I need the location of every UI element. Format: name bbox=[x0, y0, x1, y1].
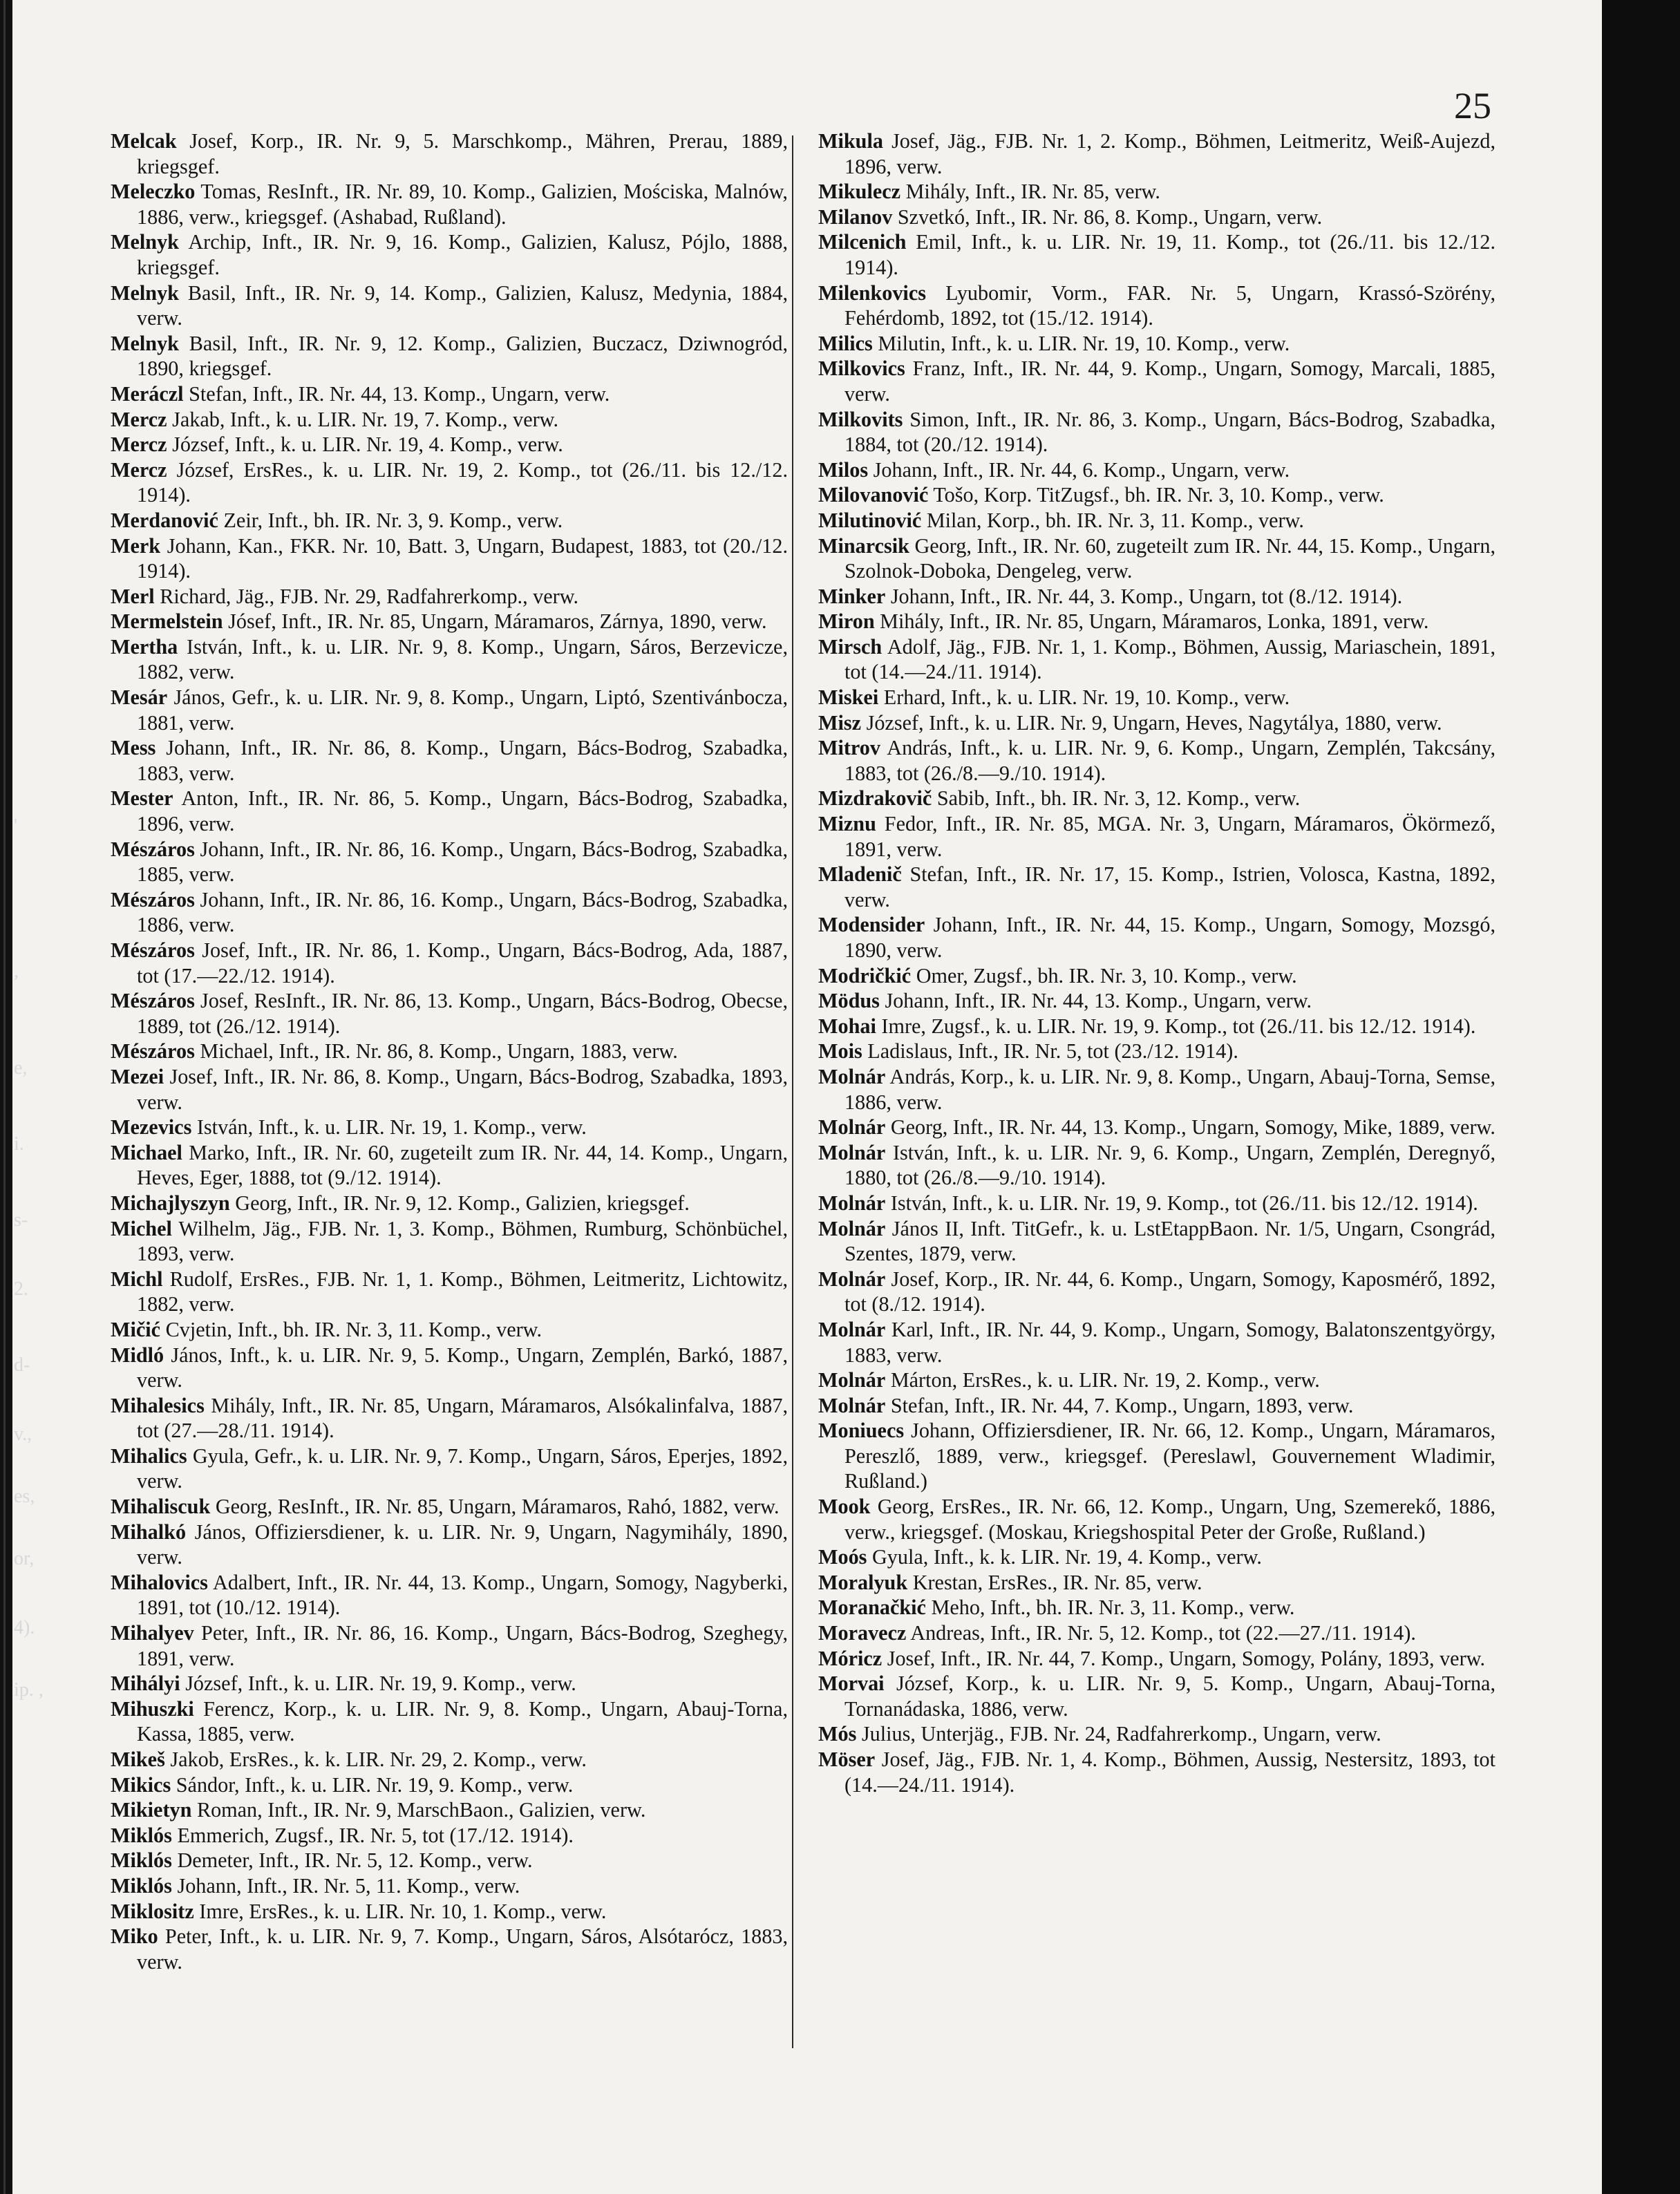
entry-details: Tomas, ResInft., IR. Nr. 89, 10. Komp., Galizien, Mościska, Malnów, 1886, verw., kriegsgef. (Ashabad, Rußland). bbox=[137, 180, 788, 229]
entry-surname: Molnár bbox=[818, 1191, 886, 1215]
entry-surname: Merl bbox=[111, 584, 155, 608]
register-entry bbox=[111, 1191, 788, 1216]
register-entry bbox=[818, 609, 1495, 634]
register-entry bbox=[818, 1494, 1495, 1544]
entry-details: József, Inft., k. u. LIR. Nr. 19, 9. Komp., verw. bbox=[185, 1672, 576, 1696]
entry-surname: Mészáros bbox=[111, 989, 195, 1013]
entry-details: János, Inft., k. u. LIR. Nr. 9, 5. Komp., Ungarn, Zemplén, Barkó, 1887, verw. bbox=[137, 1343, 788, 1392]
register-entry bbox=[111, 1924, 788, 1974]
register-entry bbox=[818, 735, 1495, 786]
margin-fragment: v., bbox=[14, 1424, 32, 1445]
register-entry bbox=[111, 229, 788, 280]
register-entry bbox=[818, 129, 1495, 179]
entry-details: Johann, Inft., IR. Nr. 86, 16. Komp., Ungarn, Bács-Bodrog, Szabadka, 1885, verw. bbox=[137, 837, 788, 887]
register-entry bbox=[818, 963, 1495, 989]
entry-surname: Mödus bbox=[818, 989, 880, 1013]
entry-surname: Merdanović bbox=[111, 508, 218, 532]
entry-details: Jakab, Inft., k. u. LIR. Nr. 19, 7. Komp., verw. bbox=[172, 407, 559, 431]
register-entry bbox=[111, 584, 788, 609]
entry-surname: Minarcsik bbox=[818, 533, 909, 558]
register-entry bbox=[111, 457, 788, 508]
margin-fragment: es, bbox=[14, 1486, 35, 1507]
entry-details: Cvjetin, Inft., bh. IR. Nr. 3, 11. Komp., verw. bbox=[165, 1317, 542, 1341]
register-entry bbox=[111, 609, 788, 634]
register-entry bbox=[818, 1393, 1495, 1419]
entry-details: István, Inft., k. u. LIR. Nr. 19, 1. Komp., verw. bbox=[196, 1115, 587, 1139]
entry-details: Peter, Inft., IR. Nr. 86, 16. Komp., Ungarn, Bács-Bodrog, Szeghegy, 1891, verw. bbox=[137, 1621, 789, 1670]
entry-surname: Mikula bbox=[818, 129, 883, 153]
register-entry bbox=[111, 1772, 788, 1798]
register-entry bbox=[818, 407, 1495, 457]
register-entry bbox=[818, 1620, 1495, 1646]
entry-surname: Mikeš bbox=[111, 1748, 165, 1771]
entry-surname: Mezei bbox=[111, 1064, 164, 1088]
register-entry bbox=[818, 1115, 1495, 1140]
entry-details: Sándor, Inft., k. u. LIR. Nr. 19, 9. Komp., verw. bbox=[176, 1772, 574, 1797]
register-entry bbox=[111, 837, 788, 887]
entry-surname: Michel bbox=[111, 1216, 172, 1240]
register-entry bbox=[818, 1014, 1495, 1039]
margin-fragment: 2. bbox=[14, 1278, 28, 1300]
entry-details: Szvetkó, Inft., IR. Nr. 86, 8. Komp., Ungarn, verw. bbox=[897, 205, 1323, 229]
register-entry bbox=[818, 1595, 1495, 1620]
register-entry bbox=[111, 1848, 788, 1873]
register-entry bbox=[111, 1444, 788, 1494]
entry-surname: Mois bbox=[818, 1039, 862, 1063]
entry-details: András, Korp., k. u. LIR. Nr. 9, 8. Komp., Ungarn, Abauj-Torna, Semse, 1886, verw. bbox=[844, 1064, 1495, 1114]
register-entry bbox=[818, 584, 1495, 609]
entry-details: Josef, Jäg., FJB. Nr. 1, 2. Komp., Böhmen, Leitmeritz, Weiß-Aujezd, 1896, verw. bbox=[844, 129, 1495, 178]
entry-details: Josef, Jäg., FJB. Nr. 1, 4. Komp., Böhmen, Aussig, Nestersitz, 1893, tot (14.—24./11. 1914). bbox=[844, 1748, 1495, 1797]
entry-surname: Miklositz bbox=[111, 1899, 194, 1923]
entry-details: Erhard, Inft., k. u. LIR. Nr. 19, 10. Komp., verw. bbox=[883, 685, 1290, 710]
margin-fragment: i. bbox=[14, 1133, 24, 1155]
entry-surname: Moravecz bbox=[818, 1621, 907, 1645]
register-entry bbox=[111, 1823, 788, 1848]
register-entry bbox=[111, 1494, 788, 1520]
entry-surname: Melcak bbox=[111, 129, 177, 153]
entry-details: Adolf, Jäg., FJB. Nr. 1, 1. Komp., Böhmen, Aussig, Mariaschein, 1891, tot (14.—24./11. 1914). bbox=[844, 634, 1495, 684]
register-entry bbox=[111, 1267, 788, 1317]
margin-fragment: , bbox=[14, 961, 19, 982]
register-entry bbox=[818, 1418, 1495, 1494]
entry-surname: Melnyk bbox=[111, 230, 179, 254]
register-entry bbox=[818, 1721, 1495, 1747]
register-entry bbox=[818, 1064, 1495, 1115]
entry-surname: Miklós bbox=[111, 1873, 172, 1898]
entry-surname: Milovanović bbox=[818, 483, 929, 507]
entry-surname: Molnár bbox=[818, 1115, 886, 1139]
entry-surname: Mohai bbox=[818, 1014, 876, 1038]
register-entry bbox=[111, 281, 788, 331]
entry-details: Josef, Inft., IR. Nr. 86, 8. Komp., Ungarn, Bács-Bodrog, Szabadka, 1893, verw. bbox=[137, 1064, 789, 1114]
entry-details: Michael, Inft., IR. Nr. 86, 8. Komp., Ungarn, 1883, verw. bbox=[200, 1039, 678, 1063]
entry-surname: Mihuszki bbox=[111, 1696, 194, 1721]
entry-surname: Mikics bbox=[111, 1772, 171, 1797]
register-entry bbox=[818, 912, 1495, 963]
entry-details: Jósef, Inft., IR. Nr. 85, Ungarn, Máramaros, Zárnya, 1890, verw. bbox=[228, 609, 767, 634]
entry-surname: Mook bbox=[818, 1495, 871, 1519]
entry-surname: Merk bbox=[111, 533, 161, 558]
entry-surname: Mercz bbox=[111, 433, 167, 457]
entry-details: Josef, Inft., IR. Nr. 86, 1. Komp., Ungarn, Bács-Bodrog, Ada, 1887, tot (17.—22./12. 1914). bbox=[137, 938, 788, 987]
register-entry bbox=[818, 205, 1495, 230]
entry-surname: Mihalyev bbox=[111, 1621, 194, 1645]
entry-surname: Mercz bbox=[111, 457, 167, 482]
entry-details: Ladislaus, Inft., IR. Nr. 5, tot (23./12. 1914). bbox=[867, 1039, 1238, 1063]
entry-surname: Milkovics bbox=[818, 357, 905, 381]
entry-surname: Mezevics bbox=[111, 1115, 192, 1139]
entry-surname: Mertha bbox=[111, 634, 178, 659]
entry-details: Omer, Zugsf., bh. IR. Nr. 3, 10. Komp., verw. bbox=[916, 963, 1297, 987]
entry-details: Peter, Inft., k. u. LIR. Nr. 9, 7. Komp., Ungarn, Sáros, Alsótarócz, 1883, verw. bbox=[137, 1925, 788, 1974]
entry-details: Zeir, Inft., bh. IR. Nr. 3, 9. Komp., verw. bbox=[223, 508, 563, 532]
register-entry bbox=[818, 229, 1495, 280]
entry-surname: Morvai bbox=[818, 1672, 885, 1696]
entry-details: Milan, Korp., bh. IR. Nr. 3, 11. Komp., verw. bbox=[926, 508, 1304, 532]
entry-details: István, Inft., k. u. LIR. Nr. 9, 8. Komp., Ungarn, Sáros, Berzevicze, 1882, verw. bbox=[137, 634, 789, 684]
entry-details: Emmerich, Zugsf., IR. Nr. 5, tot (17./12. 1914). bbox=[177, 1823, 574, 1847]
register-entry bbox=[111, 1696, 788, 1747]
entry-details: Tošo, Korp. TitZugsf., bh. IR. Nr. 3, 10. Komp., verw. bbox=[933, 483, 1384, 507]
entry-surname: Mikulecz bbox=[818, 180, 901, 204]
entry-surname: Mészáros bbox=[111, 938, 195, 962]
entry-surname: Milics bbox=[818, 331, 873, 355]
register-entry bbox=[818, 179, 1495, 205]
margin-fragment: e, bbox=[14, 1057, 28, 1079]
entry-details: István, Inft., k. u. LIR. Nr. 9, 6. Komp., Ungarn, Zemplén, Deregnyő, 1880, tot (26./8.—9./10. 1914). bbox=[844, 1140, 1495, 1190]
entry-details: Emil, Inft., k. u. LIR. Nr. 19, 11. Komp., tot (26./11. bis 12./12. 1914). bbox=[844, 230, 1496, 279]
register-entry bbox=[111, 1797, 788, 1823]
entry-details: János, Offiziersdiener, k. u. LIR. Nr. 9, Ungarn, Nagymihály, 1890, verw. bbox=[137, 1520, 789, 1569]
entry-surname: Mészáros bbox=[111, 837, 195, 861]
register-entry bbox=[818, 533, 1495, 584]
entry-surname: Miklós bbox=[111, 1848, 172, 1873]
entry-details: Gyula, Gefr., k. u. LIR. Nr. 9, 7. Komp., Ungarn, Sáros, Eperjes, 1892, verw. bbox=[137, 1444, 789, 1493]
entry-surname: Milkovits bbox=[818, 407, 903, 431]
margin-fragment: 4). bbox=[14, 1617, 35, 1638]
register-entry bbox=[818, 1544, 1495, 1570]
entry-details: Wilhelm, Jäg., FJB. Nr. 1, 3. Komp., Böhmen, Rumburg, Schönbüchel, 1893, verw. bbox=[137, 1216, 788, 1266]
column-divider bbox=[792, 135, 793, 2048]
entry-surname: Mihaliscuk bbox=[111, 1495, 211, 1519]
gutter-rule bbox=[3, 0, 6, 2194]
entry-details: József, ErsRes., k. u. LIR. Nr. 19, 2. Komp., tot (26./11. bis 12./12. 1914). bbox=[137, 457, 788, 507]
entry-surname: Mihalkó bbox=[111, 1520, 187, 1544]
entry-surname: Michajlyszyn bbox=[111, 1191, 230, 1215]
entry-surname: Meleczko bbox=[111, 180, 196, 204]
entry-surname: Móricz bbox=[818, 1646, 883, 1670]
entry-details: Anton, Inft., IR. Nr. 86, 5. Komp., Ungarn, Bács-Bodrog, Szabadka, 1896, verw. bbox=[137, 786, 788, 836]
left-column bbox=[111, 129, 788, 1974]
entry-details: Karl, Inft., IR. Nr. 44, 9. Komp., Ungarn, Somogy, Balatonszentgyörgy, 1883, verw. bbox=[844, 1317, 1496, 1367]
register-entry bbox=[818, 710, 1495, 736]
entry-surname: Mercz bbox=[111, 407, 167, 431]
entry-details: Johann, Inft., IR. Nr. 44, 3. Komp., Ungarn, tot (8./12. 1914). bbox=[890, 584, 1403, 608]
entry-details: Imre, Zugsf., k. u. LIR. Nr. 19, 9. Komp., tot (26./11. bis 12./12. 1914). bbox=[881, 1014, 1476, 1038]
margin-fragment: ip. , bbox=[14, 1679, 44, 1701]
entry-details: Basil, Inft., IR. Nr. 9, 12. Komp., Galizien, Buczacz, Dziwnogród, 1890, kriegsgef. bbox=[137, 331, 789, 381]
entry-details: Andreas, Inft., IR. Nr. 5, 12. Komp., tot (22.—27./11. 1914). bbox=[910, 1621, 1416, 1645]
entry-details: József, Korp., k. u. LIR. Nr. 9, 5. Komp., Ungarn, Abauj-Torna, Tornanádaska, 1886, verw. bbox=[844, 1672, 1495, 1721]
register-entry bbox=[111, 786, 788, 836]
entry-details: Mihály, Inft., IR. Nr. 85, Ungarn, Máramaros, Alsókalinfalva, 1887, tot (27.—28./11. 1914). bbox=[137, 1393, 788, 1443]
entry-surname: Mikietyn bbox=[111, 1798, 192, 1822]
register-entry bbox=[111, 1520, 788, 1570]
entry-surname: Mičić bbox=[111, 1317, 161, 1341]
entry-details: Josef, Korp., IR. Nr. 44, 6. Komp., Ungarn, Somogy, Kaposmérő, 1892, tot (8./12. 1914). bbox=[844, 1267, 1495, 1316]
entry-details: Simon, Inft., IR. Nr. 86, 3. Komp., Ungarn, Bács-Bodrog, Szabadka, 1884, tot (20./12. 1914). bbox=[844, 407, 1495, 457]
entry-details: János II, Inft. TitGefr., k. u. LstEtappBaon. Nr. 1/5, Ungarn, Csongrád, Szentes, 1879, verw. bbox=[844, 1216, 1495, 1266]
entry-details: Gyula, Inft., k. k. LIR. Nr. 19, 4. Komp., verw. bbox=[871, 1545, 1262, 1569]
register-entry bbox=[111, 1873, 788, 1899]
register-entry bbox=[818, 1646, 1495, 1672]
register-entry bbox=[818, 1570, 1495, 1596]
entry-surname: Midló bbox=[111, 1343, 164, 1367]
entry-details: Johann, Inft., IR. Nr. 5, 11. Komp., verw. bbox=[177, 1873, 520, 1898]
entry-surname: Mizdrakovič bbox=[818, 786, 932, 811]
entry-surname: Mesár bbox=[111, 685, 168, 710]
entry-details: Richard, Jäg., FJB. Nr. 29, Radfahrerkomp., verw. bbox=[160, 584, 579, 608]
register-entry bbox=[818, 1747, 1495, 1797]
entry-surname: Milenkovics bbox=[818, 281, 926, 305]
entry-surname: Moós bbox=[818, 1545, 867, 1569]
entry-surname: Miko bbox=[111, 1925, 158, 1949]
register-entry bbox=[111, 938, 788, 988]
page-number: 25 bbox=[1454, 85, 1491, 126]
entry-details: Georg, Inft., IR. Nr. 9, 12. Komp., Galizien, kriegsgef. bbox=[235, 1191, 690, 1215]
register-entry bbox=[818, 356, 1495, 406]
entry-surname: Melnyk bbox=[111, 281, 179, 305]
entry-details: József, Inft., k. u. LIR. Nr. 9, Ungarn, Heves, Nagytálya, 1880, verw. bbox=[866, 710, 1442, 735]
entry-details: Roman, Inft., IR. Nr. 9, MarschBaon., Galizien, verw. bbox=[196, 1798, 646, 1822]
entry-surname: Mess bbox=[111, 736, 156, 760]
binding-gutter bbox=[0, 0, 12, 2194]
register-entry bbox=[111, 129, 788, 179]
entry-details: Basil, Inft., IR. Nr. 9, 14. Komp., Galizien, Kalusz, Medynia, 1884, verw. bbox=[137, 281, 789, 330]
entry-details: Johann, Inft., IR. Nr. 86, 16. Komp., Ungarn, Bács-Bodrog, Szabadka, 1886, verw. bbox=[137, 887, 788, 937]
register-entry bbox=[111, 1039, 788, 1064]
entry-details: Meho, Inft., bh. IR. Nr. 3, 11. Komp., verw. bbox=[931, 1596, 1295, 1620]
entry-details: Georg, ResInft., IR. Nr. 85, Ungarn, Máramaros, Rahó, 1882, verw. bbox=[215, 1495, 780, 1519]
margin-fragment: ' bbox=[14, 815, 18, 837]
entry-surname: Mester bbox=[111, 786, 173, 811]
entry-details: Milutin, Inft., k. u. LIR. Nr. 19, 10. Komp., verw. bbox=[878, 331, 1290, 355]
entry-surname: Moranačkić bbox=[818, 1596, 926, 1620]
entry-details: Josef, Korp., IR. Nr. 9, 5. Marschkomp., Mähren, Prerau, 1889, kriegsgef. bbox=[137, 129, 789, 178]
entry-details: Stefan, Inft., IR. Nr. 44, 7. Komp., Ungarn, 1893, verw. bbox=[890, 1393, 1354, 1417]
entry-details: Julius, Unterjäg., FJB. Nr. 24, Radfahrerkomp., Ungarn, verw. bbox=[861, 1722, 1381, 1746]
register-entry bbox=[111, 179, 788, 229]
entry-details: Georg, Inft., IR. Nr. 44, 13. Komp., Ungarn, Somogy, Mike, 1889, verw. bbox=[890, 1115, 1495, 1139]
entry-details: Franz, Inft., IR. Nr. 44, 9. Komp., Ungarn, Somogy, Marcali, 1885, verw. bbox=[844, 357, 1495, 406]
register-entry bbox=[818, 482, 1495, 508]
entry-surname: Milutinović bbox=[818, 508, 922, 532]
entry-details: Demeter, Inft., IR. Nr. 5, 12. Komp., verw. bbox=[177, 1848, 533, 1873]
entry-details: Imre, ErsRes., k. u. LIR. Nr. 10, 1. Komp., verw. bbox=[199, 1899, 607, 1923]
entry-surname: Mészáros bbox=[111, 1039, 195, 1063]
register-entry bbox=[111, 634, 788, 685]
entry-details: Stefan, Inft., IR. Nr. 17, 15. Komp., Istrien, Volosca, Kastna, 1892, verw. bbox=[844, 862, 1496, 911]
entry-surname: Melnyk bbox=[111, 331, 179, 355]
entry-surname: Minker bbox=[818, 584, 886, 608]
entry-details: Marko, Inft., IR. Nr. 60, zugeteilt zum IR. Nr. 44, 14. Komp., Ungarn, Heves, Eger, 1888, tot (9./12. 1914). bbox=[137, 1140, 788, 1190]
entry-details: Georg, Inft., IR. Nr. 60, zugeteilt zum IR. Nr. 44, 15. Komp., Ungarn, Szolnok-Doboka, Dengeleg, verw. bbox=[844, 533, 1495, 583]
entry-surname: Michl bbox=[111, 1267, 163, 1291]
entry-surname: Milos bbox=[818, 457, 869, 482]
register-entry bbox=[818, 331, 1495, 357]
entry-surname: Molnár bbox=[818, 1216, 886, 1240]
register-entry bbox=[111, 1115, 788, 1140]
register-entry bbox=[111, 1671, 788, 1696]
register-entry bbox=[111, 1216, 788, 1267]
entry-surname: Modensider bbox=[818, 913, 925, 937]
entry-details: Sabib, Inft., bh. IR. Nr. 3, 12. Komp., verw. bbox=[936, 786, 1301, 811]
entry-surname: Misz bbox=[818, 710, 862, 735]
entry-surname: Miron bbox=[818, 609, 875, 634]
entry-surname: Mihályi bbox=[111, 1672, 180, 1696]
entry-details: Johann, Offiziersdiener, IR. Nr. 66, 12. Komp., Ungarn, Máramaros, Pereszlő, 1889, verw., kriegsgef. (Pereslawl, Gouvernement Wladimir, Rußland.) bbox=[844, 1419, 1496, 1493]
entry-details: Johann, Inft., IR. Nr. 44, 15. Komp., Ungarn, Somogy, Mozsgó, 1890, verw. bbox=[844, 913, 1496, 962]
register-entry bbox=[818, 1039, 1495, 1064]
register-entry bbox=[818, 1671, 1495, 1721]
register-entry bbox=[111, 1747, 788, 1772]
register-entry bbox=[818, 1267, 1495, 1317]
register-entry bbox=[818, 786, 1495, 811]
entry-details: Krestan, ErsRes., IR. Nr. 85, verw. bbox=[912, 1570, 1202, 1594]
register-entry bbox=[111, 533, 788, 584]
register-entry bbox=[111, 1317, 788, 1343]
entry-surname: Mészáros bbox=[111, 887, 195, 911]
register-entry bbox=[111, 1064, 788, 1115]
entry-details: Johann, Inft., IR. Nr. 44, 6. Komp., Ungarn, verw. bbox=[873, 457, 1290, 482]
register-entry bbox=[111, 1393, 788, 1444]
entry-details: Lyubomir, Vorm., FAR. Nr. 5, Ungarn, Krassó-Szörény, Fehérdomb, 1892, tot (15./12. 1914). bbox=[844, 281, 1495, 330]
entry-surname: Moniuecs bbox=[818, 1419, 905, 1443]
entry-surname: Meráczl bbox=[111, 381, 184, 406]
entry-surname: Möser bbox=[818, 1748, 876, 1771]
entry-details: Rudolf, ErsRes., FJB. Nr. 1, 1. Komp., Böhmen, Leitmeritz, Lichtowitz, 1882, verw. bbox=[137, 1267, 789, 1316]
entry-details: Johann, Inft., IR. Nr. 86, 8. Komp., Ungarn, Bács-Bodrog, Szabadka, 1883, verw. bbox=[137, 736, 789, 785]
entry-details: Johann, Inft., IR. Nr. 44, 13. Komp., Ungarn, verw. bbox=[885, 989, 1312, 1013]
register-entry bbox=[818, 457, 1495, 483]
entry-surname: Molnár bbox=[818, 1064, 886, 1088]
register-entry bbox=[818, 1140, 1495, 1191]
entry-surname: Molnár bbox=[818, 1140, 886, 1164]
register-entry bbox=[111, 432, 788, 457]
register-entry bbox=[111, 685, 788, 735]
register-entry bbox=[111, 735, 788, 786]
entry-surname: Molnár bbox=[818, 1267, 886, 1291]
entry-surname: Mladenič bbox=[818, 862, 902, 887]
register-entry bbox=[111, 1140, 788, 1191]
register-entry bbox=[818, 634, 1495, 685]
entry-details: Johann, Kan., FKR. Nr. 10, Batt. 3, Ungarn, Budapest, 1883, tot (20./12. 1914). bbox=[137, 533, 789, 583]
margin-fragment: or, bbox=[14, 1548, 35, 1569]
entry-surname: Mermelstein bbox=[111, 609, 223, 634]
entry-surname: Modričkić bbox=[818, 963, 912, 987]
register-entry bbox=[111, 508, 788, 533]
entry-surname: Milanov bbox=[818, 205, 893, 229]
entry-surname: Mihalesics bbox=[111, 1393, 205, 1417]
entry-surname: Molnár bbox=[818, 1317, 886, 1341]
register-entry bbox=[111, 1343, 788, 1393]
register-entry bbox=[818, 1216, 1495, 1267]
entry-details: Jakob, ErsRes., k. k. LIR. Nr. 29, 2. Komp., verw. bbox=[170, 1748, 587, 1771]
register-entry bbox=[111, 331, 788, 381]
register-entry bbox=[818, 862, 1495, 912]
margin-fragment: d- bbox=[14, 1354, 30, 1376]
entry-details: Josef, ResInft., IR. Nr. 86, 13. Komp., Ungarn, Bács-Bodrog, Obecse, 1889, tot (26./12. 1914). bbox=[137, 989, 789, 1038]
right-column bbox=[818, 129, 1495, 1797]
entry-surname: Moralyuk bbox=[818, 1570, 908, 1594]
entry-details: József, Inft., k. u. LIR. Nr. 19, 4. Komp., verw. bbox=[172, 433, 563, 457]
entry-surname: Michael bbox=[111, 1140, 182, 1164]
entry-details: Fedor, Inft., IR. Nr. 85, MGA. Nr. 3, Ungarn, Máramaros, Ökörmező, 1891, verw. bbox=[844, 812, 1495, 861]
entry-surname: Mirsch bbox=[818, 634, 883, 659]
entry-details: Georg, ErsRes., IR. Nr. 66, 12. Komp., Ungarn, Ung, Szemerekő, 1886, verw., kriegsgef. (Moskau, Kriegshospital Peter der Große, Rußland.) bbox=[844, 1495, 1496, 1544]
register-entry bbox=[111, 1570, 788, 1620]
entry-details: János, Gefr., k. u. LIR. Nr. 9, 8. Komp., Ungarn, Liptó, Szentivánbocza, 1881, verw. bbox=[137, 685, 788, 735]
register-entry bbox=[111, 1620, 788, 1671]
entry-details: Mihály, Inft., IR. Nr. 85, verw. bbox=[905, 180, 1160, 204]
entry-details: Ferencz, Korp., k. u. LIR. Nr. 9, 8. Komp., Ungarn, Abauj-Torna, Kassa, 1885, verw. bbox=[137, 1696, 788, 1746]
entry-surname: Miznu bbox=[818, 812, 876, 836]
register-entry bbox=[818, 988, 1495, 1014]
entry-details: Josef, Inft., IR. Nr. 44, 7. Komp., Ungarn, Somogy, Polány, 1893, verw. bbox=[887, 1646, 1486, 1670]
register-entry bbox=[111, 1899, 788, 1925]
entry-surname: Mihalics bbox=[111, 1444, 187, 1468]
register-entry bbox=[111, 407, 788, 433]
register-entry bbox=[818, 508, 1495, 533]
register-entry bbox=[818, 811, 1495, 862]
entry-surname: Mitrov bbox=[818, 736, 880, 760]
scanned-page bbox=[12, 0, 1602, 2194]
entry-details: Adalbert, Inft., IR. Nr. 44, 13. Komp., Ungarn, Somogy, Nagyberki, 1891, tot (10./12. 1914). bbox=[137, 1570, 788, 1620]
entry-surname: Molnár bbox=[818, 1393, 886, 1417]
entry-surname: Mihalovics bbox=[111, 1570, 208, 1594]
entry-surname: Molnár bbox=[818, 1368, 886, 1392]
register-entry bbox=[111, 381, 788, 407]
register-entry bbox=[818, 1368, 1495, 1393]
entry-details: István, Inft., k. u. LIR. Nr. 19, 9. Komp., tot (26./11. bis 12./12. 1914). bbox=[890, 1191, 1478, 1215]
register-entry bbox=[818, 1317, 1495, 1368]
margin-fragment: s- bbox=[14, 1209, 28, 1231]
entry-details: András, Inft., k. u. LIR. Nr. 9, 6. Komp., Ungarn, Zemplén, Takcsány, 1883, tot (26./8.—9./10. 1914). bbox=[844, 736, 1495, 785]
entry-details: Stefan, Inft., IR. Nr. 44, 13. Komp., Ungarn, verw. bbox=[189, 381, 610, 406]
entry-details: Archip, Inft., IR. Nr. 9, 16. Komp., Galizien, Kalusz, Pójlo, 1888, kriegsgef. bbox=[137, 230, 788, 279]
register-entry bbox=[818, 1191, 1495, 1216]
register-entry bbox=[111, 988, 788, 1039]
register-entry bbox=[818, 685, 1495, 710]
entry-surname: Mós bbox=[818, 1722, 857, 1746]
entry-surname: Miskei bbox=[818, 685, 879, 710]
register-entry bbox=[111, 887, 788, 938]
entry-details: Márton, ErsRes., k. u. LIR. Nr. 19, 2. Komp., verw. bbox=[890, 1368, 1320, 1392]
register-entry bbox=[818, 281, 1495, 331]
entry-surname: Miklós bbox=[111, 1823, 172, 1847]
entry-surname: Milcenich bbox=[818, 230, 907, 254]
entry-details: Mihály, Inft., IR. Nr. 85, Ungarn, Máramaros, Lonka, 1891, verw. bbox=[880, 609, 1429, 634]
